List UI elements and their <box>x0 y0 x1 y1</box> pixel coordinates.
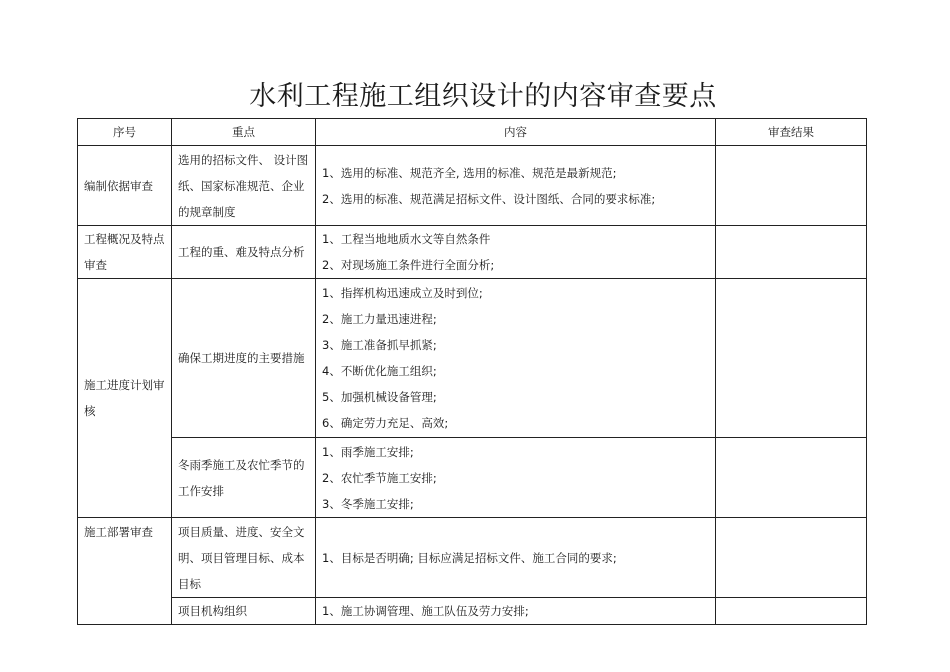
content-line: 6、确定劳力充足、高效; <box>322 416 449 430</box>
content-line: 3、冬季施工安排; <box>322 496 414 511</box>
content-line: 2、选用的标准、规范满足招标文件、设计图纸、合同的要求标准; <box>322 191 656 206</box>
header-content: 内容 <box>316 119 716 146</box>
result-cell <box>716 226 867 279</box>
content-line: 1、施工协调管理、施工队伍及劳力安排; <box>322 604 529 618</box>
content-line: 1、目标是否明确; 目标应满足招标文件、施工合同的要求; <box>322 550 617 565</box>
category-cell: 施工部署审查 <box>78 518 172 625</box>
result-cell <box>716 598 867 625</box>
focus-cell: 冬雨季施工及农忙季节的工作安排 <box>172 438 316 518</box>
content-line: 4、不断优化施工组织; <box>322 364 437 378</box>
table-row <box>78 518 867 598</box>
table-row <box>78 226 867 279</box>
content-line: 3、施工准备抓早抓紧; <box>322 338 437 352</box>
content-cell <box>316 279 716 438</box>
content-cell <box>316 226 716 279</box>
content-line: 2、对现场施工条件进行全面分析; <box>322 258 495 272</box>
focus-cell: 选用的招标文件、 设计图纸、国家标准规范、企业的规章制度 <box>172 146 316 226</box>
table-header-row <box>78 119 867 146</box>
header-focus: 重点 <box>172 119 316 146</box>
result-cell <box>716 518 867 598</box>
content-line: 1、指挥机构迅速成立及时到位; <box>322 286 483 300</box>
table-row <box>78 438 867 518</box>
content-line: 2、农忙季节施工安排; <box>322 470 437 485</box>
content-cell <box>316 518 716 598</box>
category-cell: 工程概况及特点审查 <box>78 226 172 279</box>
result-cell <box>716 146 867 226</box>
content-cell <box>316 438 716 518</box>
result-cell <box>716 279 867 438</box>
review-table <box>77 118 867 625</box>
document-title: 水利工程施工组织设计的内容审查要点 <box>249 81 717 112</box>
header-seq: 序号 <box>78 119 172 146</box>
focus-cell: 确保工期进度的主要措施 <box>172 279 316 438</box>
focus-cell: 工程的重、难及特点分析 <box>172 226 316 279</box>
table-row <box>78 146 867 226</box>
table-row <box>78 279 867 438</box>
table-row <box>78 598 867 625</box>
category-cell: 编制依据审查 <box>78 146 172 226</box>
result-cell <box>716 438 867 518</box>
header-result: 审查结果 <box>716 119 867 146</box>
content-line: 1、选用的标准、规范齐全, 选用的标准、规范是最新规范; <box>322 165 617 180</box>
content-cell <box>316 146 716 226</box>
content-line: 2、施工力量迅速进程; <box>322 312 437 326</box>
focus-cell: 项目质量、进度、安全文明、项目管理目标、成本目标 <box>172 518 316 598</box>
content-line: 5、加强机械设备管理; <box>322 390 437 404</box>
content-line: 1、工程当地地质水文等自然条件 <box>322 232 491 246</box>
focus-cell: 项目机构组织 <box>172 598 316 625</box>
content-line: 1、雨季施工安排; <box>322 444 414 459</box>
content-cell <box>316 598 716 625</box>
category-cell: 施工进度计划审核 <box>78 279 172 518</box>
